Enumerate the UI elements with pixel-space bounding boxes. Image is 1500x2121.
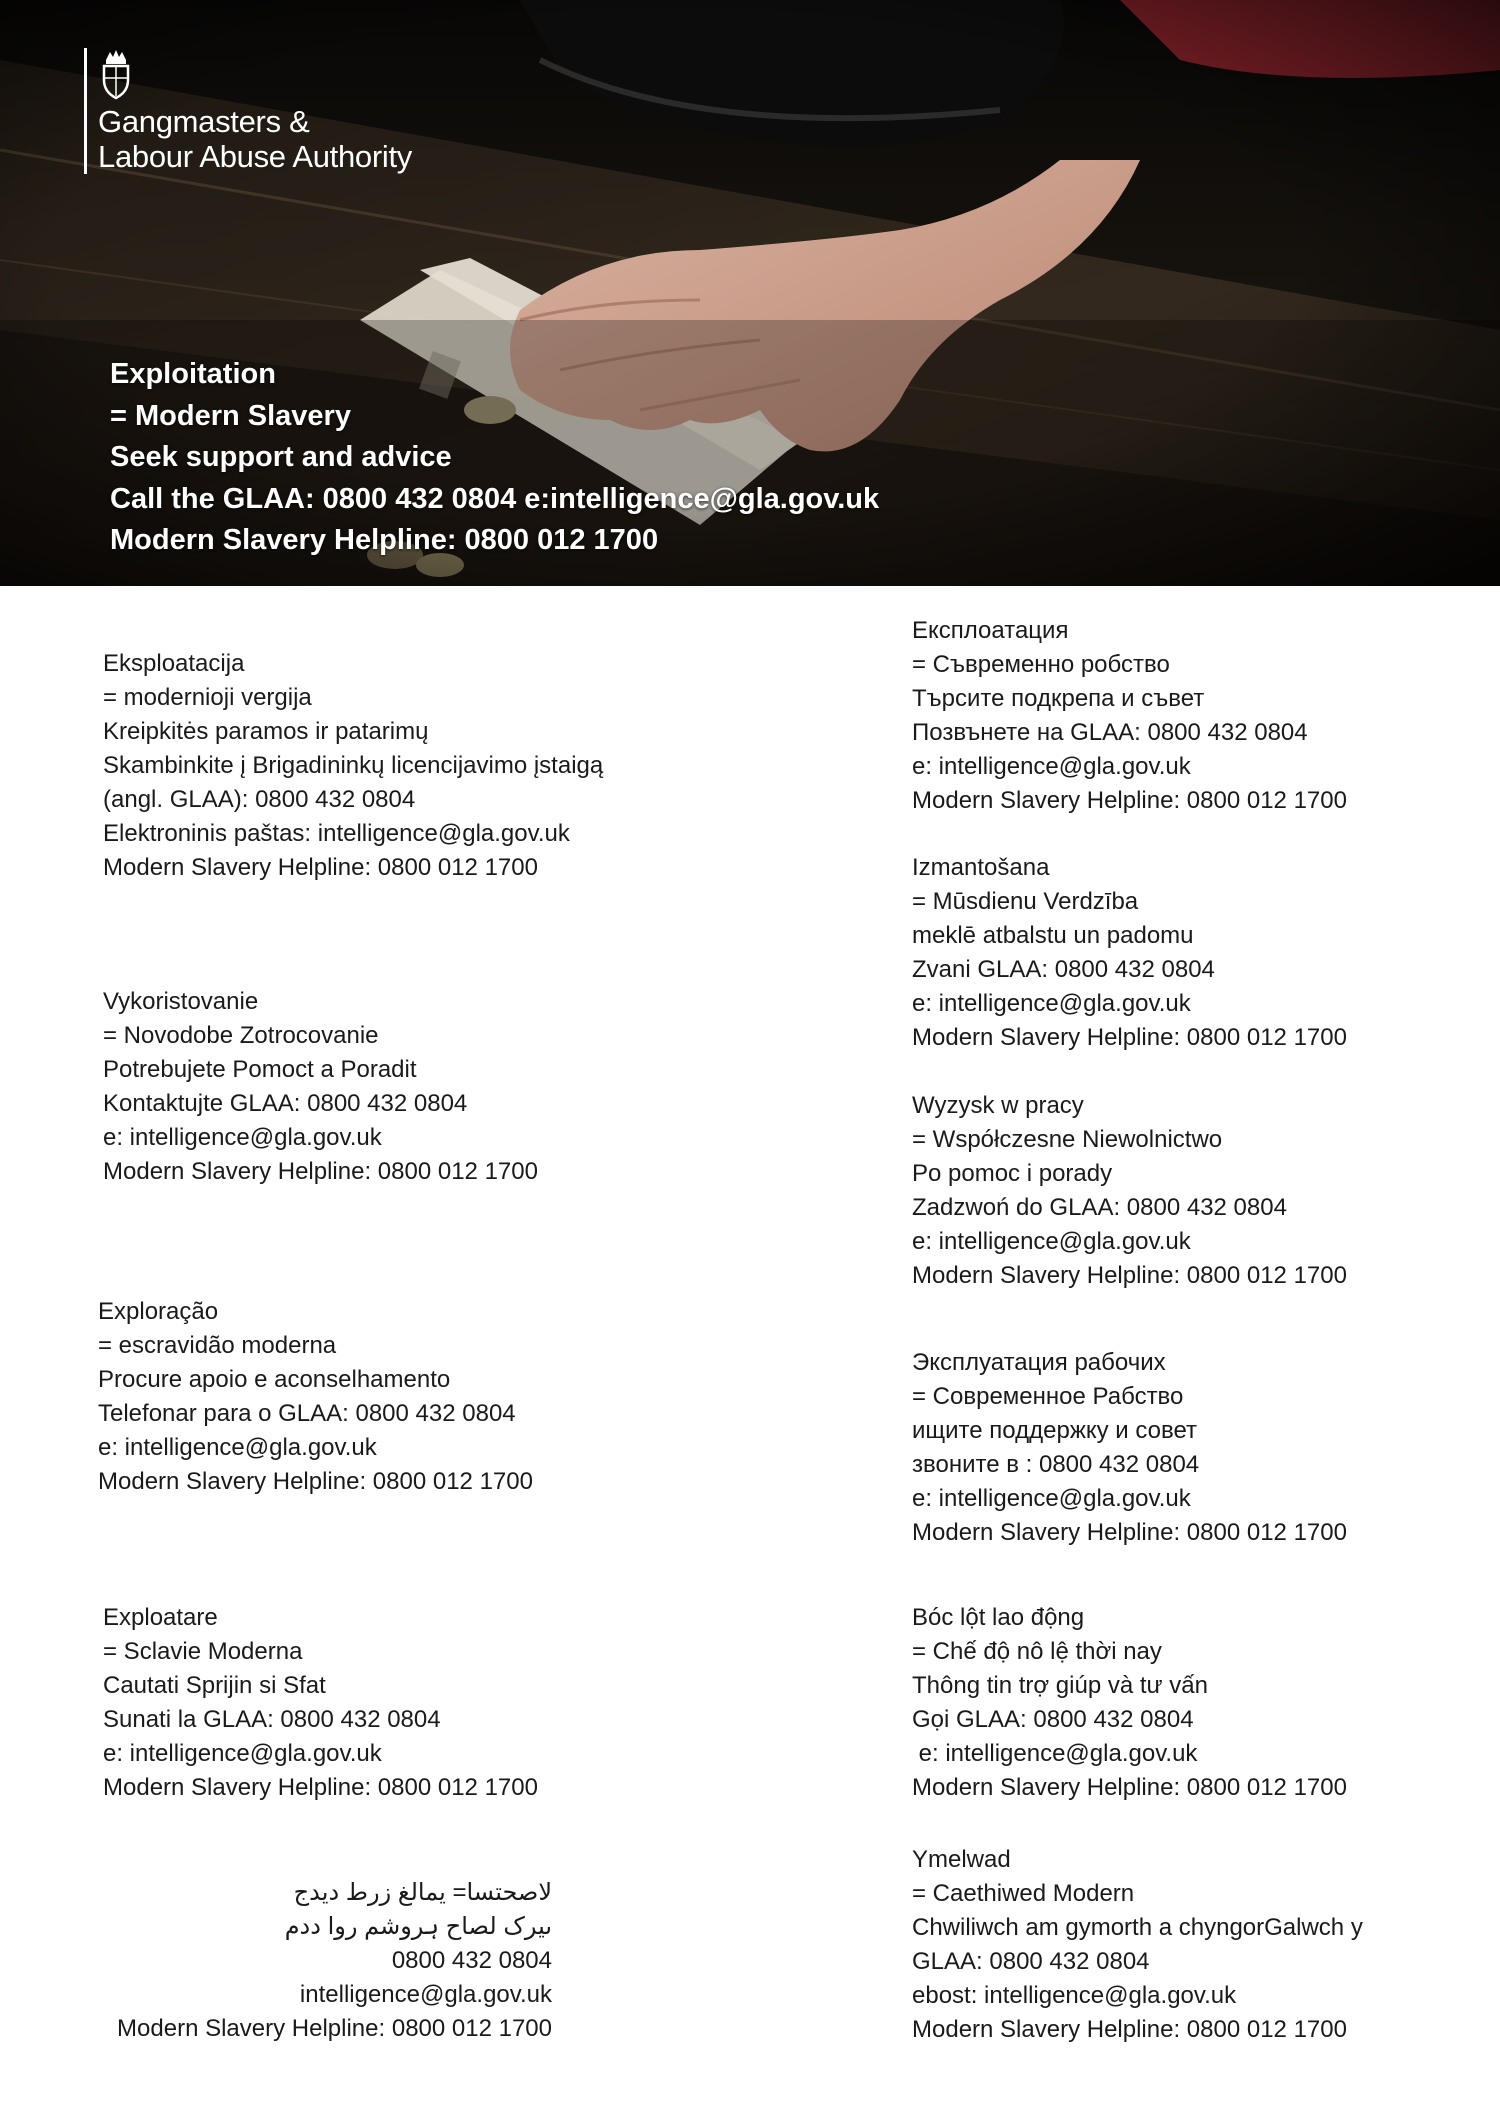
section-line: Exploatare	[103, 1604, 218, 1631]
section-line: e: intelligence@gla.gov.uk	[912, 1485, 1191, 1512]
section-line: Eksploatacija	[103, 650, 245, 677]
section-line: = escravidão moderna	[98, 1332, 337, 1359]
section-line: Modern Slavery Helpline: 0800 012 1700	[103, 854, 538, 881]
section-line: = Съвременно робство	[912, 651, 1170, 678]
section-line: Эксплуатация рабочих	[912, 1349, 1166, 1376]
section-line: GLAA: 0800 432 0804	[912, 1948, 1150, 1975]
section-slovak	[103, 985, 538, 1189]
section-line: e: intelligence@gla.gov.uk	[98, 1434, 377, 1461]
section-line: Експлоатация	[912, 617, 1069, 644]
section-line: Po pomoc i porady	[912, 1160, 1113, 1187]
hero-line-4: Call the GLAA: 0800 432 0804 e:intelligence@gla.gov.uk	[110, 482, 880, 515]
section-line: Cautati Sprijin si Sfat	[103, 1672, 326, 1699]
section-line: e: intelligence@gla.gov.uk	[912, 1228, 1191, 1255]
section-bulgarian	[912, 614, 1347, 818]
logo-line-2: Labour Abuse Authority	[98, 139, 412, 174]
section-line: Kontaktujte GLAA: 0800 432 0804	[103, 1090, 468, 1117]
section-russian	[912, 1346, 1347, 1550]
section-line: Gọi GLAA: 0800 432 0804	[912, 1706, 1194, 1733]
section-line: ebost: intelligence@gla.gov.uk	[912, 1982, 1237, 2009]
section-line: meklē atbalstu un padomu	[912, 922, 1194, 949]
section-line: Modern Slavery Helpline: 0800 012 1700	[912, 1262, 1347, 1289]
section-line: Exploração	[98, 1298, 219, 1325]
hero-line-2: = Modern Slavery	[110, 399, 351, 432]
royal-crest-icon	[98, 46, 134, 102]
section-line: Modern Slavery Helpline: 0800 012 1700	[912, 2016, 1347, 2043]
section-line: Zvani GLAA: 0800 432 0804	[912, 956, 1215, 983]
section-line: Bóc lột lao động	[912, 1604, 1085, 1631]
section-line: = modernioji vergija	[103, 684, 312, 711]
section-welsh	[912, 1843, 1363, 2047]
hero-line-5: Modern Slavery Helpline: 0800 012 1700	[110, 524, 659, 556]
logo-divider	[84, 48, 87, 174]
section-romanian	[103, 1601, 538, 1805]
section-line: Modern Slavery Helpline: 0800 012 1700	[912, 1774, 1347, 1801]
section-line: Modern Slavery Helpline: 0800 012 1700	[117, 2015, 552, 2042]
section-line: Ymelwad	[912, 1846, 1011, 1873]
section-vietnamese	[912, 1601, 1347, 1805]
section-lithuanian	[103, 647, 603, 885]
section-line: (angl. GLAA): 0800 432 0804	[103, 786, 416, 813]
section-line: لاصحتسا= یمالغ زرط دیدج	[293, 1879, 552, 1906]
section-line: = Chế độ nô lệ thời nay	[912, 1638, 1162, 1665]
section-line: Modern Slavery Helpline: 0800 012 1700	[103, 1774, 538, 1801]
section-line: = Caethiwed Modern	[912, 1880, 1135, 1907]
section-line: Chwiliwch am gymorth a chyngorGalwch y	[912, 1914, 1363, 1941]
section-line: = Współczesne Niewolnictwo	[912, 1126, 1223, 1153]
section-line: звоните в : 0800 432 0804	[912, 1451, 1200, 1478]
section-line: Sunati la GLAA: 0800 432 0804	[103, 1706, 441, 1733]
section-latvian	[912, 851, 1347, 1055]
section-line: Modern Slavery Helpline: 0800 012 1700	[912, 1519, 1347, 1546]
section-line: Търсите подкрепа и съвет	[912, 685, 1205, 712]
section-line: Kreipkitės paramos ir patarimų	[103, 718, 429, 745]
logo-line-1: Gangmasters &	[98, 104, 310, 139]
section-line: Позвънете на GLAA: 0800 432 0804	[912, 719, 1308, 746]
section-portuguese	[98, 1295, 533, 1499]
section-line: = Mūsdienu Verdzība	[912, 888, 1139, 915]
logo-wordmark	[98, 104, 412, 174]
section-line: e: intelligence@gla.gov.uk	[103, 1740, 382, 1767]
section-line: Potrebujete Pomoct a Poradit	[103, 1056, 417, 1083]
section-urdu	[90, 1876, 552, 2046]
hero-line-3: Seek support and advice	[110, 441, 452, 473]
section-line: = Novodobe Zotrocovanie	[103, 1022, 379, 1049]
section-line: Thông tin trợ giúp và tư vấn	[912, 1672, 1208, 1699]
section-line: e: intelligence@gla.gov.uk	[103, 1124, 382, 1151]
section-line: intelligence@gla.gov.uk	[299, 1981, 552, 2008]
section-line: e: intelligence@gla.gov.uk	[912, 990, 1191, 1017]
section-line: Izmantošana	[912, 854, 1050, 881]
section-line: Skambinkite į Brigadininkų licencijavimo įstaigą	[103, 752, 604, 779]
section-line: ںیرک لصاح ہروشم روا ددم	[284, 1913, 552, 1940]
section-polish	[912, 1089, 1347, 1293]
section-line: Zadzwoń do GLAA: 0800 432 0804	[912, 1194, 1287, 1221]
hero-message	[110, 354, 879, 562]
section-line: 0800 432 0804	[391, 1947, 552, 1974]
section-line: Modern Slavery Helpline: 0800 012 1700	[912, 1024, 1347, 1051]
section-line: Elektroninis paštas: intelligence@gla.gov.uk	[103, 820, 570, 847]
section-line: ищите поддержку и совет	[912, 1417, 1198, 1444]
hero-banner	[0, 0, 1500, 586]
section-line: Modern Slavery Helpline: 0800 012 1700	[912, 787, 1347, 814]
hero-line-1: Exploitation	[110, 358, 276, 390]
section-line: Telefonar para o GLAA: 0800 432 0804	[98, 1400, 516, 1427]
section-line: Wyzysk w pracy	[912, 1092, 1084, 1119]
section-line: e: intelligence@gla.gov.uk	[912, 753, 1191, 780]
section-line: e: intelligence@gla.gov.uk	[912, 1740, 1198, 1767]
section-line: = Современное Рабство	[912, 1383, 1184, 1410]
section-line: Modern Slavery Helpline: 0800 012 1700	[98, 1468, 533, 1495]
section-line: = Sclavie Moderna	[103, 1638, 303, 1665]
section-line: Modern Slavery Helpline: 0800 012 1700	[103, 1158, 538, 1185]
section-line: Vykoristovanie	[103, 988, 259, 1015]
section-line: Procure apoio e aconselhamento	[98, 1366, 451, 1393]
